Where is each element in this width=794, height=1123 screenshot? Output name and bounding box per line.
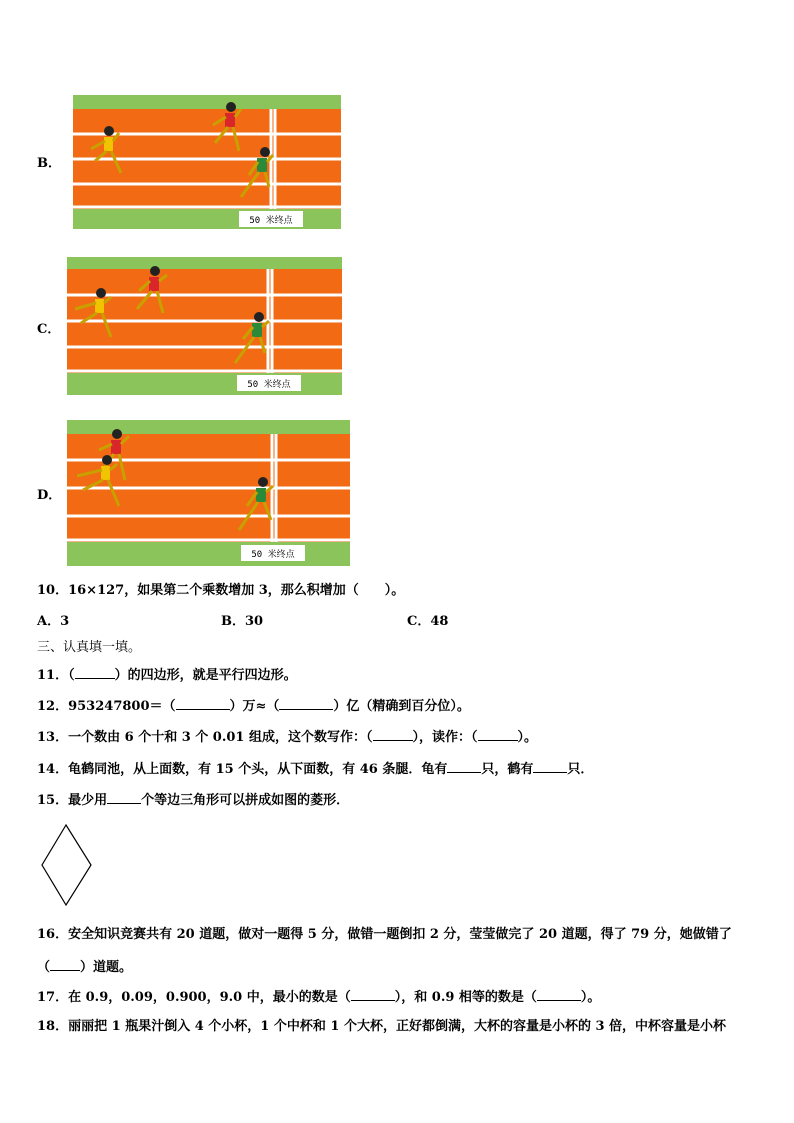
answer-blank[interactable] <box>447 760 481 773</box>
question-12: 12．953247800＝（ ）万≈（ ）亿（精确到百分位）。 <box>37 699 470 714</box>
answer-blank[interactable] <box>75 666 115 679</box>
answer-blank[interactable] <box>176 697 230 710</box>
track-figure-d <box>67 420 350 566</box>
q10-option-c[interactable]: C．48 <box>407 614 449 629</box>
finish-label: 50 米终点 <box>247 380 291 390</box>
answer-blank[interactable] <box>537 988 581 1001</box>
answer-blank[interactable] <box>50 958 80 971</box>
section-heading: 三、认真填一填。 <box>37 640 142 655</box>
question-15: 15．最少用 个等边三角形可以拼成如图的菱形． <box>37 793 350 808</box>
answer-blank[interactable] <box>373 728 413 741</box>
q10-option-a[interactable]: A．3 <box>37 614 70 629</box>
option-c-label: C． <box>37 322 61 337</box>
track-figure-b <box>73 95 341 229</box>
finish-label: 50 米终点 <box>249 216 293 226</box>
rhombus-figure <box>40 823 94 907</box>
answer-blank[interactable] <box>107 791 141 804</box>
question-11: 11．（ ）的四边形，就是平行四边形。 <box>37 668 297 683</box>
question-13: 13．一个数由 6 个十和 3 个 0.01 组成，这个数写作：（ ），读作：（ ）。 <box>37 730 538 745</box>
track-figure-c <box>67 257 342 395</box>
finish-label: 50 米终点 <box>251 550 295 560</box>
question-10: 10．16×127，如果第二个乘数增加 3，那么积增加（ ）。 <box>37 583 405 598</box>
q10-option-b[interactable]: B．30 <box>221 614 264 629</box>
question-18: 18．丽丽把 1 瓶果汁倒入 4 个小杯，1 个中杯和 1 个大杯，正好都倒满，大杯的容量是小杯的 3 倍，中杯容量是小杯 <box>37 1019 727 1034</box>
answer-blank[interactable] <box>279 697 333 710</box>
question-17: 17．在 0.9，0.09，0.900，9.0 中，最小的数是（ ），和 0.9 相等的数是（ ）。 <box>37 990 601 1005</box>
answer-blank[interactable] <box>533 760 567 773</box>
question-14: 14．龟鹤同池，从上面数，有 15 个头，从下面数，有 46 条腿．龟有 只，鹤有 只． <box>37 762 594 777</box>
option-d-label: D． <box>37 488 62 503</box>
answer-blank[interactable] <box>351 988 395 1001</box>
answer-blank[interactable] <box>478 728 518 741</box>
question-16: 16．安全知识竞赛共有 20 道题，做对一题得 5 分，做错一题倒扣 2 分，莹莹做完了 20 道题，得了 79 分，她做错了 <box>37 927 732 942</box>
option-b-label: B． <box>37 156 61 171</box>
question-16-line2: （ ）道题。 <box>37 960 133 975</box>
